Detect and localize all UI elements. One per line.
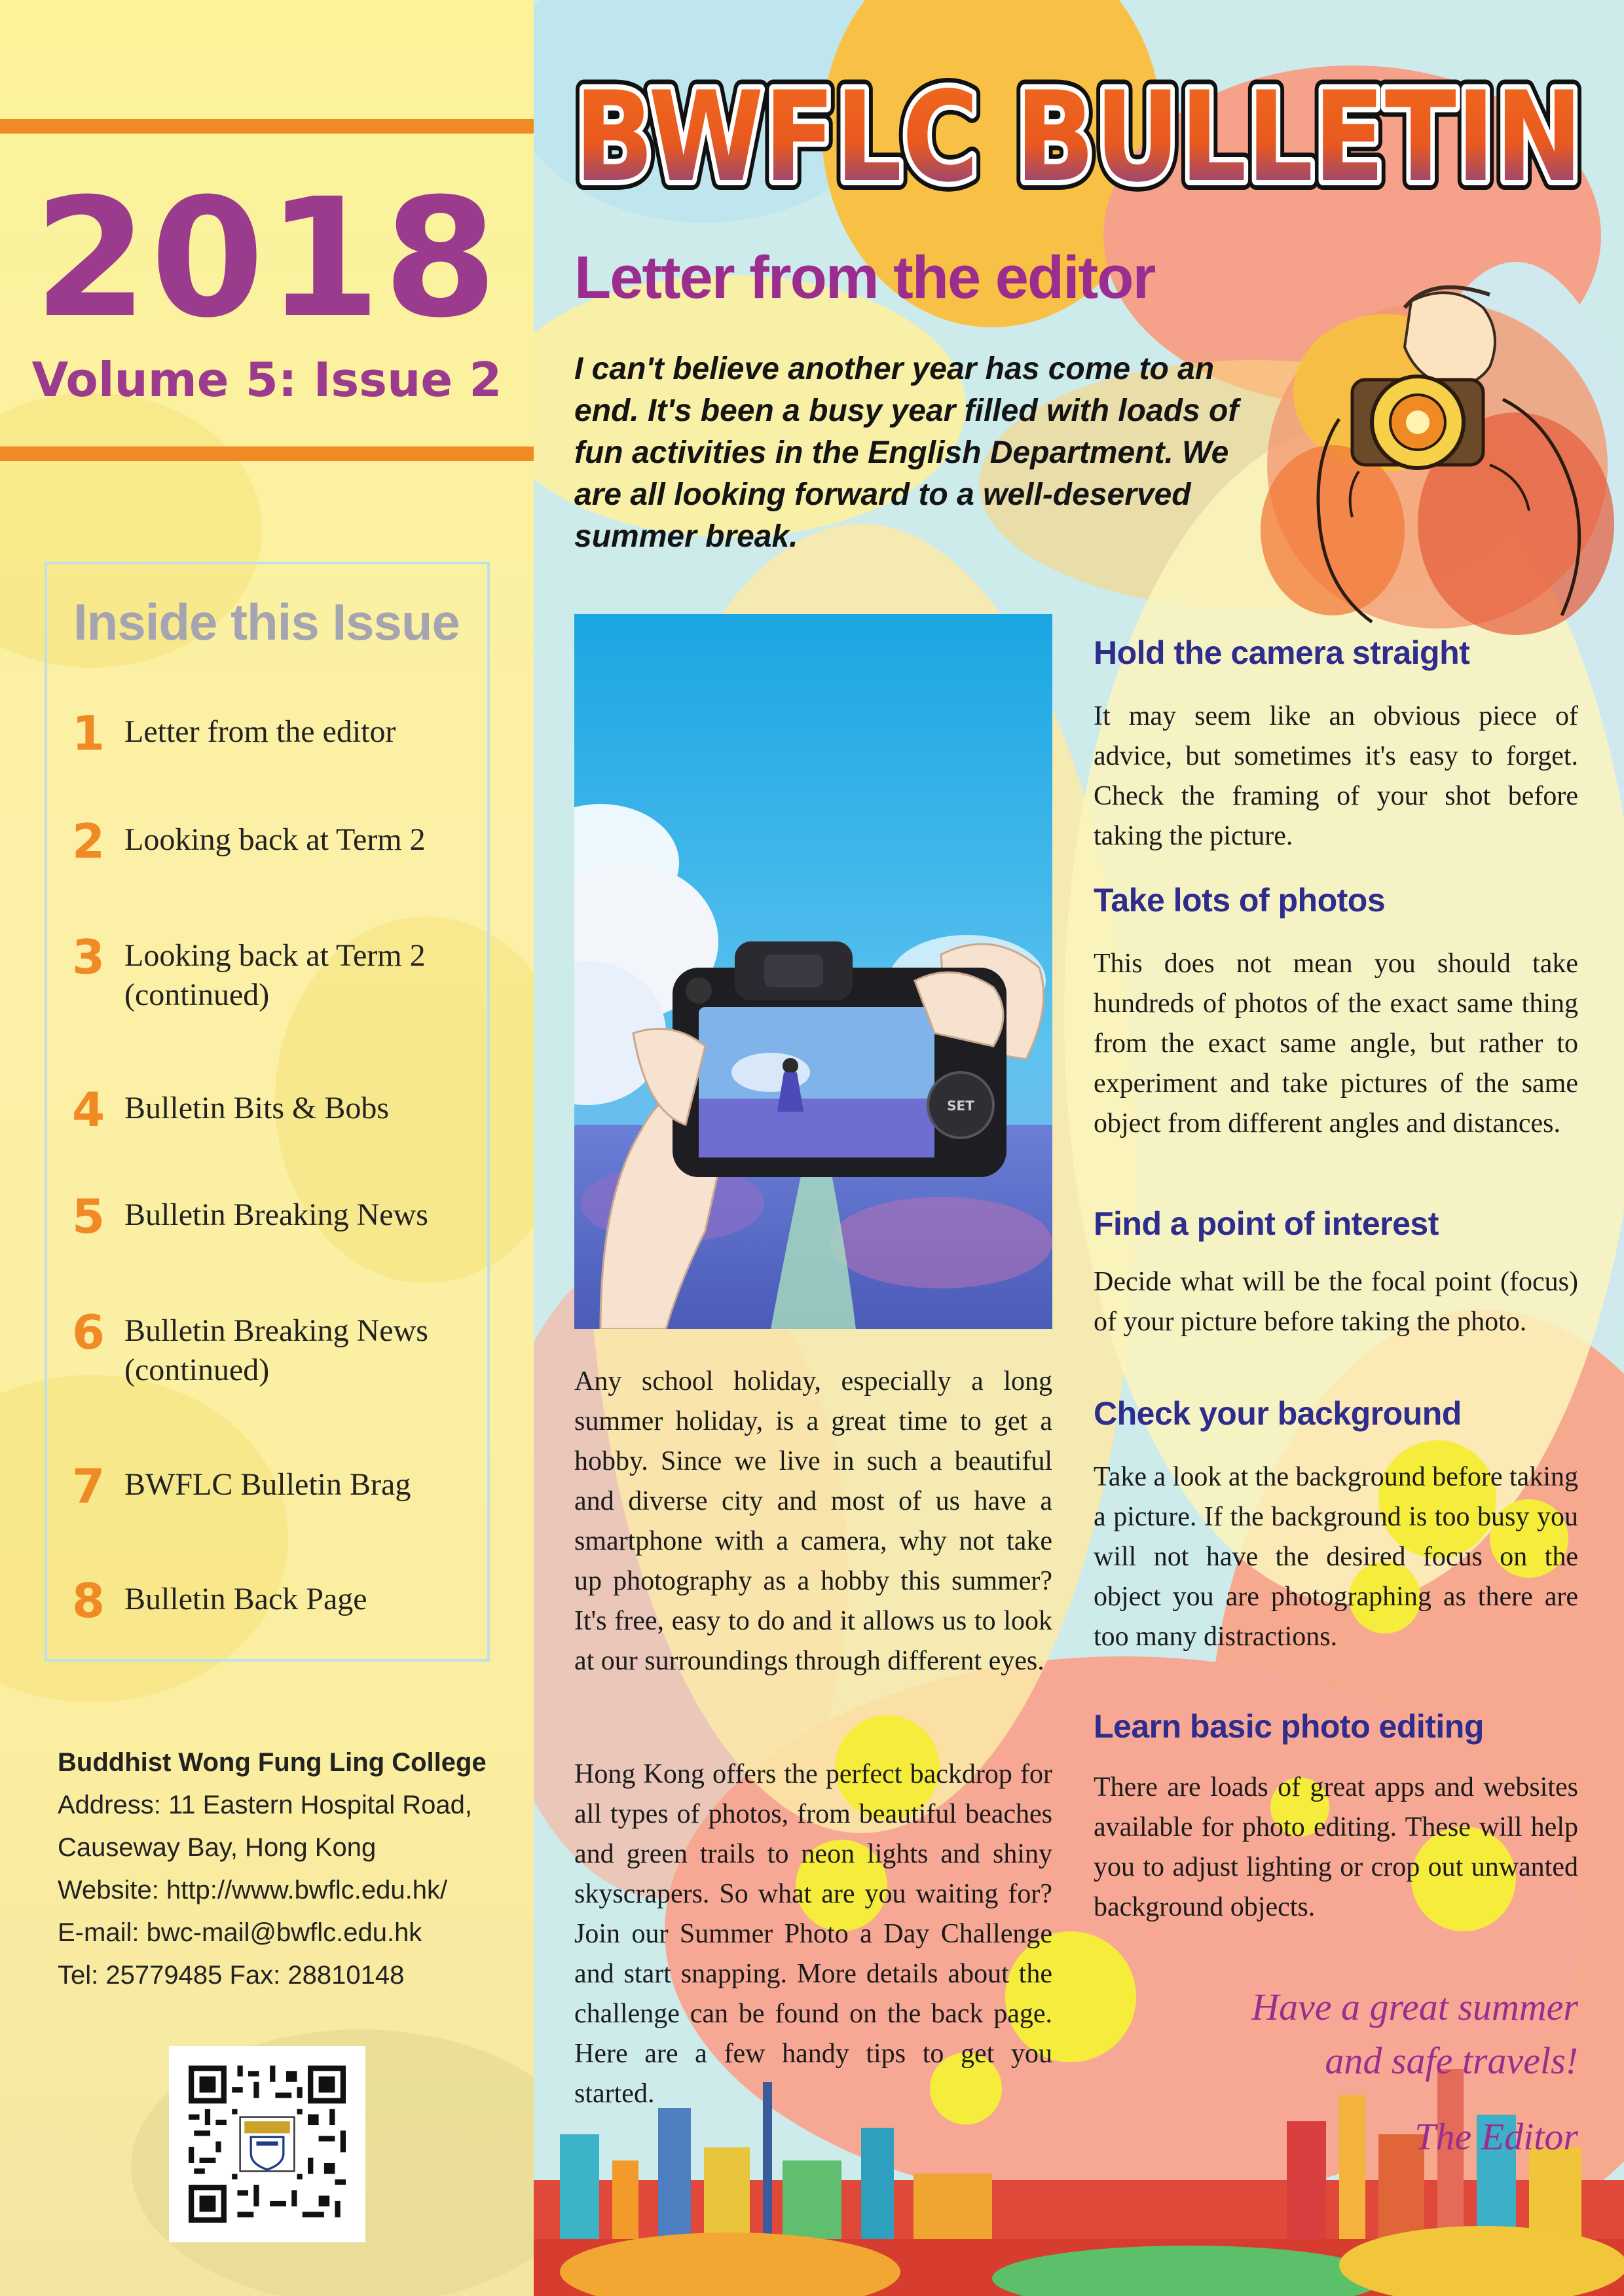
toc-label: Looking back at Term 2 (124, 822, 426, 857)
qr-code-icon (189, 2066, 346, 2223)
main-content (534, 0, 1624, 2296)
signoff-line-1: Have a great summer (1251, 1986, 1578, 2028)
sidebar (0, 0, 534, 2296)
signoff-message (1094, 1980, 1578, 2088)
tip-text: This does not mean you should take hundreds of photos of the exact same thing from the exact same angle, but rather to experiment and take pictures of the same object from different angles and distances. (1094, 949, 1578, 1139)
toc-label: Letter from the editor (124, 714, 396, 749)
toc-label: BWFLC Bulletin Brag (124, 1467, 411, 1502)
toc-number: 5 (72, 1189, 105, 1244)
body-paragraph: Any school holiday, especially a long summer holiday, is a great time to get a hobby. Since we live in such a beautiful and diverse city and most of us have a smartphone with a camera, why not take up photography as a hobby this summer? It's free, easy to do and it allows us to look at our surroundings through different eyes. (574, 1366, 1052, 1676)
tip-heading: Find a point of interest (1094, 1205, 1439, 1242)
school-name: Buddhist Wong Fung Ling College (58, 1748, 487, 1777)
tip-heading: Learn basic photo editing (1094, 1708, 1484, 1745)
toc-number: 3 (72, 930, 105, 985)
editor-letter-heading: Letter from the editor (574, 244, 1155, 311)
masthead-banner (534, 52, 1624, 223)
toc-label: Bulletin Breaking News (124, 1197, 428, 1232)
contact-block (58, 1741, 529, 1997)
masthead-title-outline: BWFLC BULLETIN (574, 65, 1583, 210)
body-paragraph: Hong Kong offers the perfect backdrop for all types of photos, from beautiful beaches and green trails to neon lights and shiny skyscrapers. So what are you waiting for? Join our Summer Photo a Day Challenge and start snapping. More details about the challenge can be found on the back page. Here are a few handy tips to get you started. (574, 1759, 1052, 2109)
volume-issue: Volume 5: Issue 2 (31, 352, 502, 407)
masthead-title: BWFLC BULLETIN (574, 65, 1583, 210)
toc-number: 8 (72, 1573, 105, 1628)
toc-number: 1 (72, 706, 105, 761)
issue-year: 2018 (33, 163, 500, 354)
tip-text: It may seem like an obvious piece of advice, but sometimes it's easy to forget. Check the framing of your shot before taking the picture. (1094, 701, 1578, 851)
toc-label: Bulletin Back Page (124, 1582, 367, 1616)
camera-set-button-label: SET (947, 1098, 974, 1114)
bottom-orange-rule (0, 446, 534, 461)
toc-label: Bulletin Breaking News (continued) (124, 1313, 428, 1387)
masthead-title-inner-outline: BWFLC BULLETIN (574, 65, 1583, 210)
address-line-2: Causeway Bay, Hong Kong (58, 1833, 377, 1862)
editor-intro: I can't believe another year has come to an end. It's been a busy year filled with loads of fun activities in the English Department. We are all looking forward to a well-deserved summer break. (574, 352, 1239, 554)
tip-text: Decide what will be the focal point (focus) of your picture before taking the photo. (1094, 1267, 1578, 1337)
signoff-line-2: and safe travels! (1325, 2039, 1578, 2082)
inside-issue-title: Inside this Issue (73, 593, 460, 651)
toc-number: 7 (72, 1459, 105, 1514)
tip-text: There are loads of great apps and websites available for photo editing. These will help you to adjust lighting or crop out unwanted background objects. (1094, 1772, 1578, 1922)
toc-number: 6 (72, 1305, 105, 1360)
tip-heading: Take lots of photos (1094, 882, 1386, 919)
phone-fax: Tel: 25779485 Fax: 28810148 (58, 1961, 405, 1990)
address-line-1: Address: 11 Eastern Hospital Road, (58, 1791, 472, 1819)
website-link[interactable]: Website: http://www.bwflc.edu.hk/ (58, 1876, 448, 1904)
camera-photo (574, 614, 1052, 1329)
tip-heading: Hold the camera straight (1094, 634, 1470, 671)
toc-label: Looking back at Term 2 (continued) (124, 938, 426, 1012)
top-orange-rule (0, 119, 534, 134)
toc-number: 4 (72, 1082, 105, 1137)
tip-text: Take a look at the background before taking a picture. If the background is too busy you will not have the desired focus on the object you are photographing as there are too many distractions. (1094, 1462, 1578, 1652)
photographer-illustration (1241, 249, 1624, 655)
tip-heading: Check your background (1094, 1395, 1462, 1432)
toc-label: Bulletin Bits & Bobs (124, 1091, 390, 1125)
editor-signature: The Editor (1414, 2115, 1578, 2158)
toc-number: 2 (72, 814, 105, 869)
email-link[interactable]: E-mail: bwc-mail@bwflc.edu.hk (58, 1918, 422, 1947)
qr-code[interactable] (169, 2046, 365, 2242)
camera-hands-image (574, 614, 1052, 1329)
